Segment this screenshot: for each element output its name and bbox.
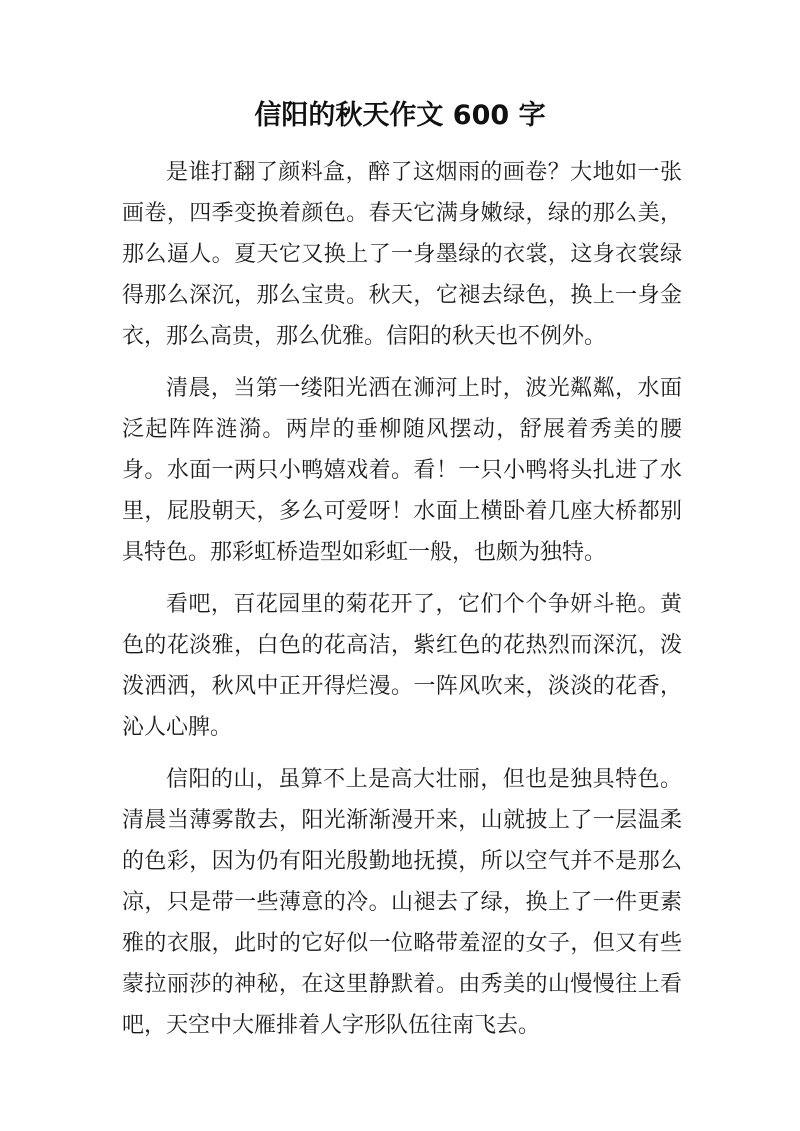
document-body xyxy=(122,152,682,1046)
paragraph-2: 清晨，当第一缕阳光洒在浉河上时，波光粼粼，水面泛起阵阵涟漪。两岸的垂柳随风摆动，舒展着秀美的腰身。水面一两只小鸭嬉戏着。看！一只小鸭将头扎进了水里，屁股朝天，多么可爱呀！水面上横卧着几座大桥都别具特色。那彩虹桥造型如彩虹一般，也颇为独特。 xyxy=(122,376,682,565)
paragraph-1: 是谁打翻了颜料盒，醉了这烟雨的画卷？大地如一张画卷，四季变换着颜色。春天它满身嫩绿，绿的那么美，那么逼人。夏天它又换上了一身墨绿的衣裳，这身衣裳绿得那么深沉，那么宝贵。秋天，它褪去绿色，换上一身金衣，那么高贵，那么优雅。信阳的秋天也不例外。 xyxy=(122,160,682,349)
paragraph-4: 信阳的山，虽算不上是高大壮丽，但也是独具特色。清晨当薄雾散去，阳光渐渐漫开来，山就披上了一层温柔的色彩，因为仍有阳光殷勤地抚摸，所以空气并不是那么凉，只是带一些薄意的冷。山褪去了绿，换上了一件更素雅的衣服，此时的它好似一位略带羞涩的女子，但又有些蒙拉丽莎的神秘，在这里静默着。由秀美的山慢慢往上看吧，天空中大雁排着人字形队伍往南飞去。 xyxy=(122,767,682,1038)
document-title: 信阳的秋天作文 600 字 xyxy=(254,100,546,131)
paragraph-3: 看吧，百花园里的菊花开了，它们个个争妍斗艳。黄色的花淡雅，白色的花高洁，紫红色的花热烈而深沉，泼泼洒洒，秋风中正开得烂漫。一阵风吹来，淡淡的花香，沁人心脾。 xyxy=(122,592,682,740)
